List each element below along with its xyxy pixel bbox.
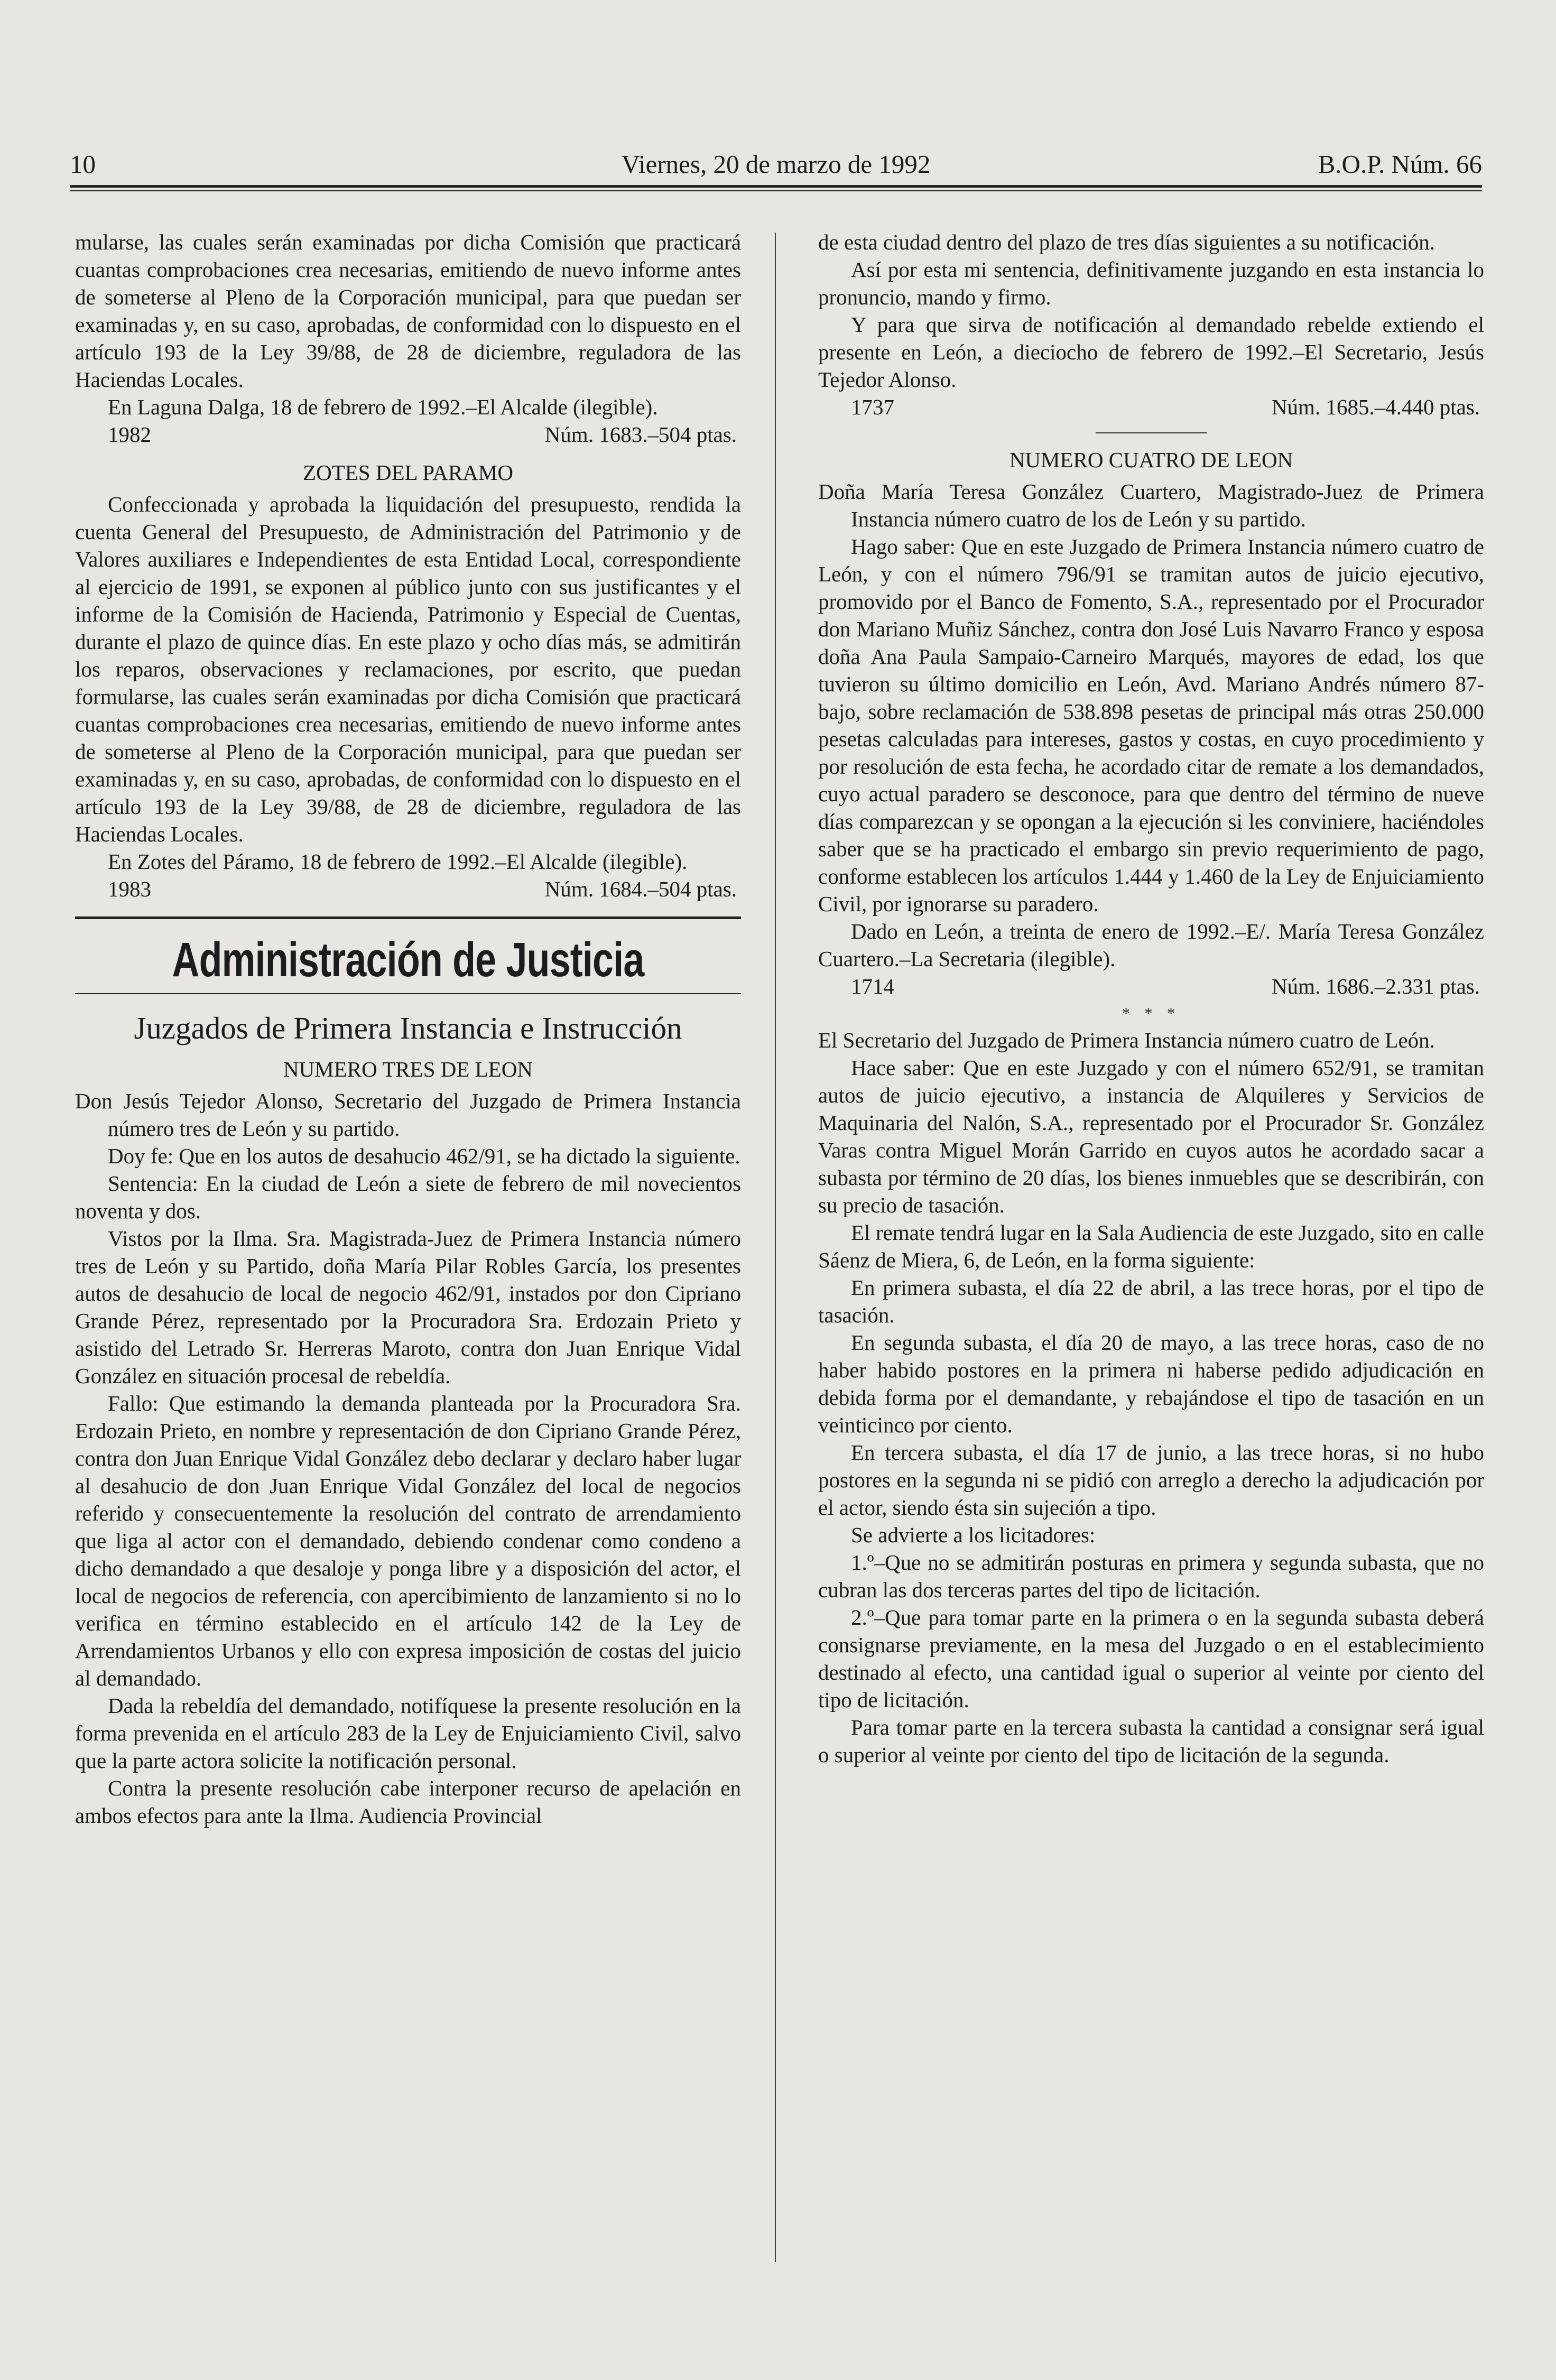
subsection-title: Juzgados de Primera Instancia e Instrucción — [134, 1011, 682, 1045]
subasta-p8: 2.º–Que para tomar parte en la primera o en la segunda subasta deberá consignarse previamente, en la mesa del Juzgado o en el establecimiento destinado al efecto, una cantidad igual o superior al veinte por ciento del tipo de licitación. — [818, 1605, 1484, 1712]
section-banner — [75, 916, 741, 994]
tres-p5: Dada la rebeldía del demandado, notifíquese la presente resolución en la forma prevenida en el artículo 283 de la Ley de Enjuiciamiento Civil, salvo que la parte actora solicite la notificación personal. — [75, 1693, 741, 1773]
publication-number: B.O.P. Núm. 66 — [1318, 150, 1482, 179]
zotes-reference — [75, 875, 741, 903]
tres-ref-number: 1737 — [851, 395, 894, 419]
cuatro-ref-price: Núm. 1686.–2.331 ptas. — [1271, 974, 1480, 998]
zotes-ref-number: 1983 — [108, 877, 151, 901]
page-number: 10 — [70, 150, 96, 179]
column-divider — [775, 233, 776, 2262]
cuatro-signature: Dado en León, a treinta de enero de 1992.–E/. María Teresa González Cuartero.–La Secretaria (ilegible). — [818, 919, 1484, 971]
tres-reference — [818, 393, 1484, 421]
tres-p2: Sentencia: En la ciudad de León a siete de febrero de mil novecientos noventa y dos. — [75, 1171, 741, 1223]
tres-cont-p3: Y para que sirva de notificación al demandado rebelde extiendo el presente en León, a dieciocho de febrero de 1992.–El Secretario, Jesús Tejedor Alonso. — [818, 312, 1484, 392]
left-column — [75, 228, 741, 1829]
issue-date: Viernes, 20 de marzo de 1992 — [621, 150, 931, 179]
subasta-p5: En tercera subasta, el día 17 de junio, a las trece horas, si no hubo postores en la segunda ni se pidió con arreglo a derecho la adjudicación por el actor, siendo ésta sin sujeción a tipo. — [818, 1440, 1484, 1520]
subasta-p4: En segunda subasta, el día 20 de mayo, a las trece horas, caso de no haber habido postores en la primera ni haberse pedido adjudicación en debida forma por el demandante, y rebajándose el tipo de tasación en un veinticinco por ciento. — [818, 1330, 1484, 1437]
cuatro-ref-number: 1714 — [851, 974, 894, 998]
subasta-p1: Hace saber: Que en este Juzgado y con el número 652/91, se tramitan autos de juicio ejecutivo, a instancia de Alquileres y Servicios de Maquinaria del Nalón, S.A., representado por el Procurador Sr. González Varas contra Miguel Morán Garrido en cuyos autos he acordado sacar a subasta por término de 20 días, los bienes inmuebles que se describirán, con su precio de tasación. — [818, 1055, 1484, 1217]
tres-p6: Contra la presente resolución cabe interponer recurso de apelación en ambos efectos para ante la Ilma. Audiencia Provincial — [75, 1776, 741, 1828]
right-column — [818, 228, 1484, 1768]
zotes-signature: En Zotes del Páramo, 18 de febrero de 1992.–El Alcalde (ilegible). — [108, 849, 688, 874]
tres-cont-p2: Así por esta mi sentencia, definitivamente juzgando en esta instancia lo pronuncio, mando y firmo. — [818, 257, 1484, 309]
header-rule — [70, 185, 1482, 188]
laguna-signature: En Laguna Dalga, 18 de febrero de 1992.–El Alcalde (ilegible). — [108, 395, 658, 419]
page-header — [70, 147, 1482, 182]
subasta-intro: El Secretario del Juzgado de Primera Instancia número cuatro de León. — [818, 1028, 1435, 1052]
tres-p1: Doy fe: Que en los autos de desahucio 462/91, se ha dictado la siguiente. — [108, 1144, 740, 1168]
section-title: Administración de Justicia — [172, 933, 644, 987]
tres-heading: NUMERO TRES DE LEON — [283, 1057, 533, 1081]
tres-p4: Fallo: Que estimando la demanda planteada por la Procuradora Sra. Erdozain Prieto, en nombre y representación de don Cipriano Grande Pérez, contra don Juan Enrique Vidal González debo declarar y declaro haber lugar al desahucio de don Juan Enrique Vidal González del local de negocios referido y consecuentemente la resolución del contrato de arrendamiento que liga al actor con el demandado, debiendo condenar como condeno a dicho demandado a que desaloje y ponga libre y a disposición del actor, el local de negocios de referencia, con apercibimiento de lanzamiento si no lo verifica en término establecido en el artículo 142 de la Ley de Arrendamientos Urbanos y ello con expresa imposición de costas del juicio al demandado. — [75, 1391, 741, 1690]
laguna-body: mularse, las cuales serán examinadas por dicha Comisión que practicará cuantas comprobaciones crea necesarias, emitiendo de nuevo informe antes de someterse al Pleno de la Corporación municipal, para que puedan ser examinadas y, en su caso, aprobadas, de conformidad con lo dispuesto en el artículo 193 de la Ley 39/88, de 28 de diciembre, reguladora de las Haciendas Locales. — [75, 230, 741, 392]
zotes-ref-price: Núm. 1684.–504 ptas. — [544, 877, 737, 901]
cuatro-heading: NUMERO CUATRO DE LEON — [1009, 448, 1293, 472]
zotes-heading: ZOTES DEL PARAMO — [303, 460, 513, 485]
tres-intro: Don Jesús Tejedor Alonso, Secretario del Juzgado de Primera Instancia número tres de León y su partido. — [75, 1089, 741, 1141]
cuatro-intro: Doña María Teresa González Cuartero, Magistrado-Juez de Primera Instancia número cuatro de los de León y su partido. — [818, 479, 1484, 531]
laguna-ref-number: 1982 — [108, 422, 151, 447]
cuatro-p1: Hago saber: Que en este Juzgado de Primera Instancia número cuatro de León, y con el número 796/91 se tramitan autos de juicio ejecutivo, promovido por el Banco de Fomento, S.A., representado por el Procurador don Mariano Muñiz Sánchez, contra don José Luis Navarro Franco y esposa doña Ana Paula Sampaio-Carneiro Marqués, mayores de edad, los que tuvieron su último domicilio en León, Avd. Mariano Andrés número 87-bajo, sobre reclamación de 538.898 pesetas de principal más otras 250.000 pesetas calculadas para intereses, gastos y costas, en cuyo procedimiento y por resolución de esta fecha, he acordado citar de remate a los demandados, cuyo actual paradero se desconoce, para que dentro del término de nueve días comparezcan y se opongan a la ejecución si les conviniere, haciéndoles saber que se ha practicado el embargo sin previo requerimiento de pago, conforme establecen los artículos 1.444 y 1.460 de la Ley de Enjuiciamiento Civil, por ignorarse su paradero. — [818, 534, 1484, 916]
subasta-p9: Para tomar parte en la tercera subasta la cantidad a consignar será igual o superior al veinte por ciento del tipo de licitación de la segunda. — [818, 1715, 1484, 1767]
laguna-reference — [75, 421, 741, 448]
subasta-p2: El remate tendrá lugar en la Sala Audiencia de este Juzgado, sito en calle Sáenz de Miera, 6, de León, en la forma siguiente: — [818, 1220, 1484, 1272]
section-rule — [75, 993, 741, 994]
tres-ref-price: Núm. 1685.–4.440 ptas. — [1271, 395, 1480, 419]
subasta-p7: 1.º–Que no se admitirán posturas en primera y segunda subasta, que no cubran las dos terceras partes del tipo de licitación. — [818, 1550, 1484, 1602]
zotes-body: Confeccionada y aprobada la liquidación del presupuesto, rendida la cuenta General del Presupuesto, de Administración del Patrimonio y de Valores auxiliares e Independientes de esta Entidad Local, correspondiente al ejercicio de 1991, se exponen al público junto con sus justificantes y el informe de la Comisión de Hacienda, Patrimonio y Especial de Cuentas, durante el plazo de quince días. En este plazo y ocho días más, se admitirán los reparos, observaciones y reclamaciones, por escrito, que puedan formularse, las cuales serán examinadas por dicha Comisión que practicará cuantas comprobaciones crea necesarias, emitiendo de nuevo informe antes de someterse al Pleno de la Corporación municipal, para que puedan ser examinadas y, en su caso, aprobadas, de conformidad con lo dispuesto en el artículo 193 de la Ley 39/88, de 28 de diciembre, reguladora de las Haciendas Locales. — [75, 492, 741, 846]
header-rule-thin — [70, 190, 1482, 191]
subasta-p3: En primera subasta, el día 22 de abril, a las trece horas, por el tipo de tasación. — [818, 1275, 1484, 1327]
separator-rule — [1096, 432, 1207, 433]
cuatro-reference — [818, 973, 1484, 1000]
laguna-ref-price: Núm. 1683.–504 ptas. — [544, 422, 737, 447]
stars-separator: * * * — [1122, 1005, 1180, 1022]
tres-cont-p1: de esta ciudad dentro del plazo de tres días siguientes a su notificación. — [818, 230, 1435, 254]
tres-p3: Vistos por la Ilma. Sra. Magistrada-Juez de Primera Instancia número tres de León y su Partido, doña María Pilar Robles García, los presentes autos de desahucio de local de negocio 462/91, instados por don Cipriano Grande Pérez, representado por la Procuradora Sra. Erdozain Prieto y asistido del Letrado Sr. Herreras Maroto, contra don Juan Enrique Vidal González en situación procesal de rebeldía. — [75, 1226, 741, 1388]
subasta-p6: Se advierte a los licitadores: — [851, 1523, 1096, 1547]
